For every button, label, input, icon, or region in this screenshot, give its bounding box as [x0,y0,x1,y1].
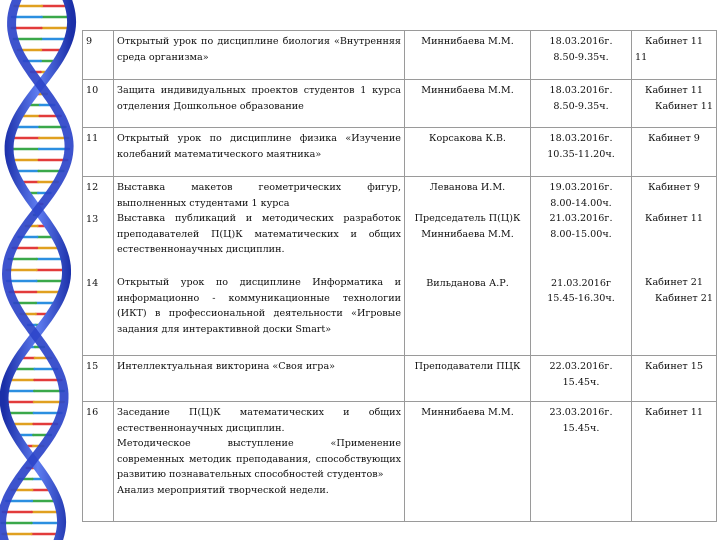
event-description-group [114,177,405,356]
room [632,128,717,177]
room-label: 11 [635,51,648,63]
responsible-person: Корсакова К.В. [405,128,531,177]
event-time: 8.00-15.00ч. [550,228,612,240]
responsible-person: Миннибаева М.М. [405,31,531,80]
room-label: Кабинет 11 [645,407,703,418]
room-label: Кабинет 9 [648,182,700,193]
event-date: 21.03.2016г. [549,213,613,224]
responsible-person: Миннибаева М.М. [421,228,514,240]
room-label: Кабинет 11 [655,100,713,112]
event-description: Открытый урок по дисциплине Информатика и информационно - коммуникационные технологии (ИКТ) в профессиональной деятельности «Игровые задания для интерактивной доски Smart» [117,277,401,335]
responsible-person: Миннибаева М.М. [405,402,531,522]
event-date: 18.03.2016г. [549,85,613,96]
responsible-person: Леванова И.М. [429,182,506,193]
event-description: Заседание П(Ц)К математических и общих естественнонаучных дисциплин. [117,407,401,434]
row-number: 14 [86,278,99,289]
event-description: Открытый урок по дисциплине физика «Изучение колебаний математического маятника» [114,128,405,177]
room-label: Кабинет 9 [648,133,700,144]
event-date: 22.03.2016г. [549,361,613,372]
event-description: Методическое выступление «Применение современных методик преподавания, способствующих развитию познавательных способностей студентов» [117,438,401,480]
event-time: 8.00-14.00ч. [550,197,612,209]
event-date: 21.03.2016г [551,277,611,289]
date-time [531,356,632,402]
room [632,31,717,80]
event-date: 18.03.2016г. [549,133,613,144]
date-time [531,80,632,128]
table-row [83,128,717,177]
responsible-person: Миннибаева М.М. [405,80,531,128]
responsible-person-group [405,177,531,356]
event-description: Интеллектуальная викторина «Своя игра» [114,356,405,402]
event-date: 18.03.2016г. [549,36,613,47]
event-date: 19.03.2016г. [549,182,613,193]
event-time: 15.45ч. [562,422,600,434]
row-number: 13 [86,214,99,225]
table-row [83,31,717,80]
row-number: 9 [83,31,114,80]
date-time-group [531,177,632,356]
event-description: Выставка публикаций и методических разработок преподавателей П(Ц)К математических и общих естественнонаучных дисциплин. [117,213,401,255]
date-time [531,128,632,177]
room-label: Кабинет 21 [655,292,713,304]
event-description-group [114,402,405,522]
date-time [531,402,632,522]
row-number-group [83,177,114,356]
responsible-person: Преподаватели ПЦК [405,356,531,402]
room-label: Кабинет 11 [645,85,703,96]
event-time: 10.35-11.20ч. [547,148,615,160]
responsible-person: Вильданова А.Р. [426,277,509,289]
row-number: 11 [83,128,114,177]
room [632,356,717,402]
row-number: 15 [83,356,114,402]
table-row [83,402,717,522]
event-time: 8.50-9.35ч. [553,51,609,63]
event-time: 15.45ч. [562,376,600,388]
event-description: Выставка макетов геометрических фигур, выполненных студентами 1 курса [117,182,401,209]
date-time [531,31,632,80]
room [632,402,717,522]
row-number: 16 [83,402,114,522]
room-label: Кабинет 15 [645,361,703,372]
event-time: 15.45-16.30ч. [547,293,615,304]
room [632,80,717,128]
responsible-person: Председатель П(Ц)К [414,213,521,224]
event-date: 23.03.2016г. [549,407,613,418]
row-number: 12 [86,182,99,193]
row-number: 10 [83,80,114,128]
room-label: Кабинет 11 [645,36,703,47]
table-row [83,80,717,128]
events-schedule-table [82,30,717,522]
dna-helix-illustration [0,0,90,540]
event-description: Анализ мероприятий творческой недели. [117,484,329,496]
event-time: 8.50-9.35ч. [553,100,609,112]
event-description: Открытый урок по дисциплине биология «Внутренняя среда организма» [114,31,405,80]
room-label: Кабинет 11 [645,213,703,224]
event-description: Защита индивидуальных проектов студентов 1 курса отделения Дошкольное образование [114,80,405,128]
table-row-group [83,177,717,356]
room-label: Кабинет 21 [645,277,703,288]
table-row [83,356,717,402]
room-group [632,177,717,356]
